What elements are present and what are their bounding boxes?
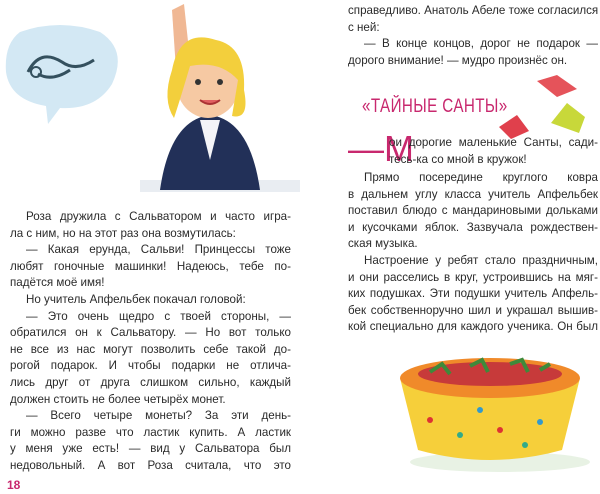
text-line: тесь-ка со мной в кружок! (389, 152, 527, 166)
text-line: ои дорогие маленькие Санты, сади- (389, 136, 598, 149)
text-line: Настроение у ребят стало праздничным, (364, 253, 598, 267)
drop-cap-lines (389, 135, 598, 168)
text-line: падётся моё имя! (10, 276, 105, 290)
text-line: справедливо. Анатоль Абеле тоже согласился (348, 4, 599, 17)
text-line: — В конце концов, дорог не подарок — (364, 37, 598, 51)
text-line: должен стоить не более четырёх монет. (10, 392, 226, 406)
text-line: поставил блюдо с мандариновыми дольками (348, 204, 598, 218)
text-line: с ней: (348, 20, 380, 34)
text-line: ская музыка. (348, 237, 418, 251)
text-line: ги можно разве что ластик купить. А ластик (10, 425, 291, 439)
text-line: лись друг от друга слишком сильно, каждый (10, 375, 291, 389)
bowl-illustration (390, 350, 590, 475)
text-line: ких подушках. Эти подушки учитель Апфель- (348, 287, 598, 301)
text-line: рогой подарок. И чтобы подарки не отлича- (10, 359, 291, 373)
text-line: Роза дружила с Сальватором и часто игра- (26, 210, 291, 223)
text-line: Но учитель Апфельбек покачал головой: (26, 292, 246, 306)
text-line: не все из нас могут позволить себе такой до- (10, 342, 291, 356)
girl-illustration (120, 0, 300, 200)
text-line: у меня уже есть! — вид у Сальватора был (10, 442, 291, 456)
text-line: и кусочками яблок. Зазвучала рождествен- (348, 220, 598, 234)
text-line: — Какая ерунда, Сальви! Принцессы тоже (26, 243, 291, 257)
text-line: в дальнем углу класса учитель Апфельбек (348, 187, 598, 201)
chapter-title: «ТАЙНЫЕ САНТЫ» (362, 96, 508, 117)
right-page-text-top (348, 3, 598, 69)
gift-wrap-illustration (495, 75, 595, 140)
right-page-text-bottom (348, 170, 598, 336)
page-number: 18 (7, 478, 21, 492)
text-line: ла с ним, но на этот раз она возмутилась: (10, 226, 236, 240)
text-line: — Это очень щедро с твоей стороны, — (26, 309, 291, 323)
text-line: обратился он к Сальватору. — Но вот только (10, 326, 291, 340)
text-line: бек собственноручно шил и украшал вышив- (348, 303, 598, 317)
text-line: кой специально для каждого ученика. Он был (348, 320, 598, 334)
text-line: дорого внимание! — мудро произнёс он. (348, 53, 568, 67)
text-line: и они расселись в круг, устроившись на мяг- (348, 270, 598, 284)
text-line: недовольный. А вот Роза считала, что это (10, 458, 291, 472)
speech-bubble-illustration (0, 22, 130, 127)
text-line: Прямо посередине круглого ковра (364, 171, 598, 184)
text-line: любят гоночные машинки! Надеюсь, тебе по- (10, 259, 291, 273)
drop-cap: —М (348, 128, 414, 169)
left-page-text (10, 209, 291, 475)
text-line: — Всего четыре монеты? За эти день- (26, 409, 291, 423)
